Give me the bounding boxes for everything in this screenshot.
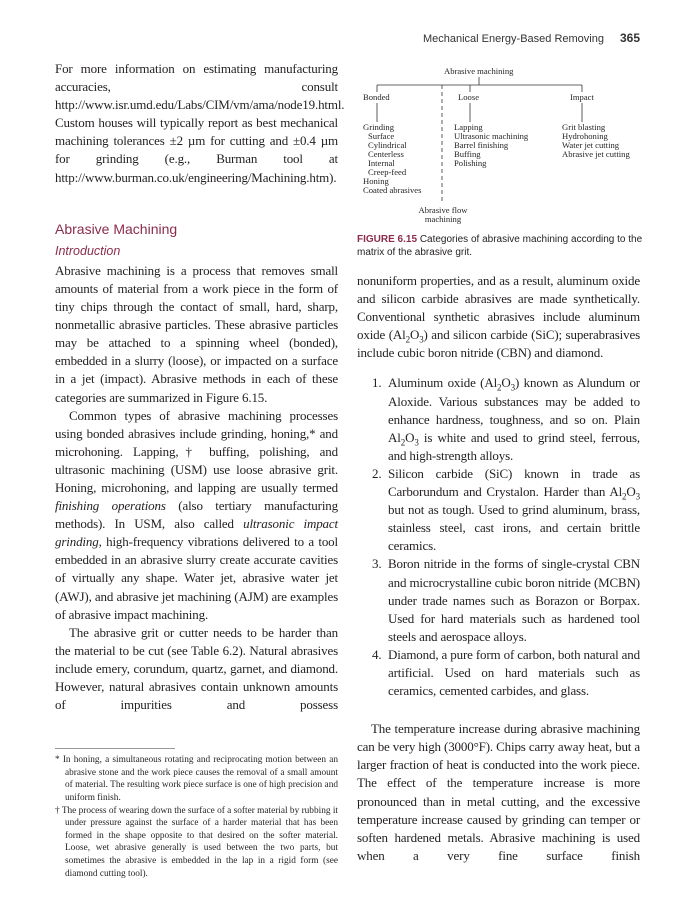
text-run: Diamond, a pure form of carbon, both natural and artificial. Used on hard materials such as ceramics, cemented carbides, and glass. [388,646,640,699]
paragraph [55,60,345,187]
loose-node: Loose [458,92,480,102]
footnote: † The process of wearing down the surface of a softer material by rubbing it under pressure against the surface of a harder material that has been formed in the shape opposite to that desired on the softer material. Loose, wet abrasive generally is used between the two parts, but sometimes the abrasive is embedded in the lap in a rigid form (see diamond cutting tool). [55,805,338,879]
subsection-heading: Introduction [55,243,121,258]
flow-label: machining [424,214,462,224]
text-run: , high-frequency vibrations delivered to a tool embedded in an abrasive slurry create accurate cavities of virtually any shape. Water jet, abrasive water jet (AWJ), and abrasive jet machining (AJM) are examples of abrasive impact machining. [55,534,338,622]
left-column [55,60,345,880]
text-run: The temperature increase during abrasive machining can be very high (3000°F). Chips carry away heat, but a larger fraction of heat is conducted into the work piece. The effect of the temperature increase is more pronounced than in metal cutting, and the excessive temperature increase caused by grinding can temper or soften hardened metals. Abrasive machining is used when a very fine surface finish [357,721,640,863]
list-item: Honing [363,176,389,186]
right-column [357,272,640,865]
list-item: Polishing [454,158,487,168]
list-item: Lapping [454,122,483,132]
running-header [357,31,640,45]
figure-diagram [355,60,655,230]
running-title: Mechanical Energy-Based Removing [422,33,604,45]
list-item: Creep-feed [368,167,407,177]
list-item: Grinding [363,122,395,132]
italic-text: ultrasonic impact grinding [55,516,338,550]
text-run: but not as tough. Used to grind aluminum, brass, stainless steel, cast irons, and certain brittle ceramics. [388,502,640,554]
paragraph [55,407,338,624]
list-item: Ultrasonic machining [454,131,529,141]
list-number: 3. [372,556,382,572]
text-run: O [501,375,511,391]
section-heading: Abrasive Machining [55,220,178,237]
list-item [357,555,640,645]
subscript: 3 [419,334,424,345]
text-run: (also tertiary manufacturing methods). In USM, also called [55,498,338,532]
list-item: Buffing [454,149,481,159]
text-run: The abrasive grit or cutter needs to be harder than the material to be cut (see Table 6.2). Natural abrasives include emery, corundum, quartz, garnet, and diamond. However, natural abrasives contain unknown amounts of impurities and possess [55,624,338,713]
subscript: 2 [405,334,410,345]
list-item: Barrel finishing [454,140,509,150]
list-item [357,374,640,464]
impact-list [562,123,630,159]
list-item: Hydrohoning [562,131,608,141]
figure-caption [357,234,647,259]
flow-label: Abrasive flow [418,205,468,215]
footnotes [55,754,338,880]
list-text [388,466,640,553]
flow-node [417,206,469,224]
caption-label: FIGURE 6.15 [357,234,418,245]
text-run: Silicon carbide (SiC) known in trade as Carborundum and Crystalon. Harder than Al [388,465,640,500]
paragraph [55,624,338,714]
root-node: Abrasive machining [444,66,514,76]
list-item [357,465,640,555]
text-run: O [626,484,636,500]
list-item: Centerless [368,149,404,159]
list-item: Coated abrasives [363,185,422,195]
text-run: Abrasive machining is a process that removes small amounts of material from a work piece in the form of tiny chips through the contact of small, hard, sharp, nonmetallic abrasive particles. These abrasive particles may be attached to a spinning wheel (bonded), embedded in a slurry (loose), or impacted on a surface in a jet (impact). Abrasive methods in each of these categories are summarized in Figure 6.15. [55,262,338,405]
subscript: 2 [400,437,406,448]
subscript: 3 [414,437,419,448]
loose-list [454,123,528,168]
subscript: 2 [497,383,502,394]
paragraph [55,262,338,407]
subscript: 3 [635,491,640,502]
list-text [388,375,640,462]
text-run: Boron nitride in the forms of single-crystal CBN and microcrystalline cubic boron nitride (MCBN) under trade names such as Borazon or Borpax. Used for hard materials such as hardened tool steels and aerospace alloys. [388,556,640,644]
text-run: O [409,327,420,343]
text-run: is white and used to grind steel, ferrous, and high-strength alloys. [388,429,640,463]
footnote-rule [55,748,175,749]
abrasive-list [357,374,640,700]
text-run: ) and silicon carbide (SiC); superabrasives include cubic boron nitride (CBN) and diamond. [357,327,640,361]
list-number: 1. [372,375,382,391]
text-run: O [405,429,415,445]
list-number: 2. [372,465,382,481]
list-text [388,647,640,698]
text-run: Common types of abrasive machining processes using bonded abrasives include grinding, honing,* and microhoning. Lapping,† buffing, polishing, and ultrasonic machining (USM) use loose abrasive grit. Honing, microhoning, and lapping are usually termed [55,407,338,495]
text-run: For more information on estimating manufacturing accuracies, consult http://www.isr.umd.edu/Labs/CIM/vm/ama/node19.html. Custom houses will typically report as best mechanical machining tolerances ±2 µm for cutting and ±0.4 µm for grinding (e.g., Burman tool at http://www.burman.co.uk/engineering/Machining.htm). [55,61,345,185]
list-item: Internal [368,158,395,168]
list-item: Water jet cutting [562,140,620,150]
list-item [357,646,640,700]
caption-text: Categories of abrasive machining according to the matrix of the abrasive grit. [357,234,643,258]
list-item: Grit blasting [562,122,606,132]
list-item: Surface [368,131,395,141]
footnote: * In honing, a simultaneous rotating and reciprocating motion between an abrasive stone and the work piece causes the removal of a small amount of material. The resulting work piece surface is one of high precision and uniform finish. [55,755,338,803]
subscript: 3 [510,383,515,394]
list-item: Abrasive jet cutting [562,149,630,159]
italic-text: finishing operations [55,498,166,514]
impact-node: Impact [570,92,594,102]
page-number: 365 [619,31,640,45]
paragraph [357,720,640,865]
bonded-node: Bonded [363,92,390,102]
paragraph [357,272,640,362]
bonded-list [363,123,421,195]
subscript: 2 [622,491,627,502]
list-text [388,556,640,643]
list-item: Cylindrical [368,140,407,150]
text-run: Aluminum oxide (Al [388,375,498,391]
list-number: 4. [372,646,382,662]
text-run: ) known as Alundum or Aloxide. Various substances may be added to enhance hardness, toughness, and so on. Plain Al [388,375,640,445]
text-run: nonuniform properties, and as a result, aluminum oxide and silicon carbide abrasives are made synthetically. Conventional synthetic abrasives include aluminum oxide (Al [357,273,640,343]
